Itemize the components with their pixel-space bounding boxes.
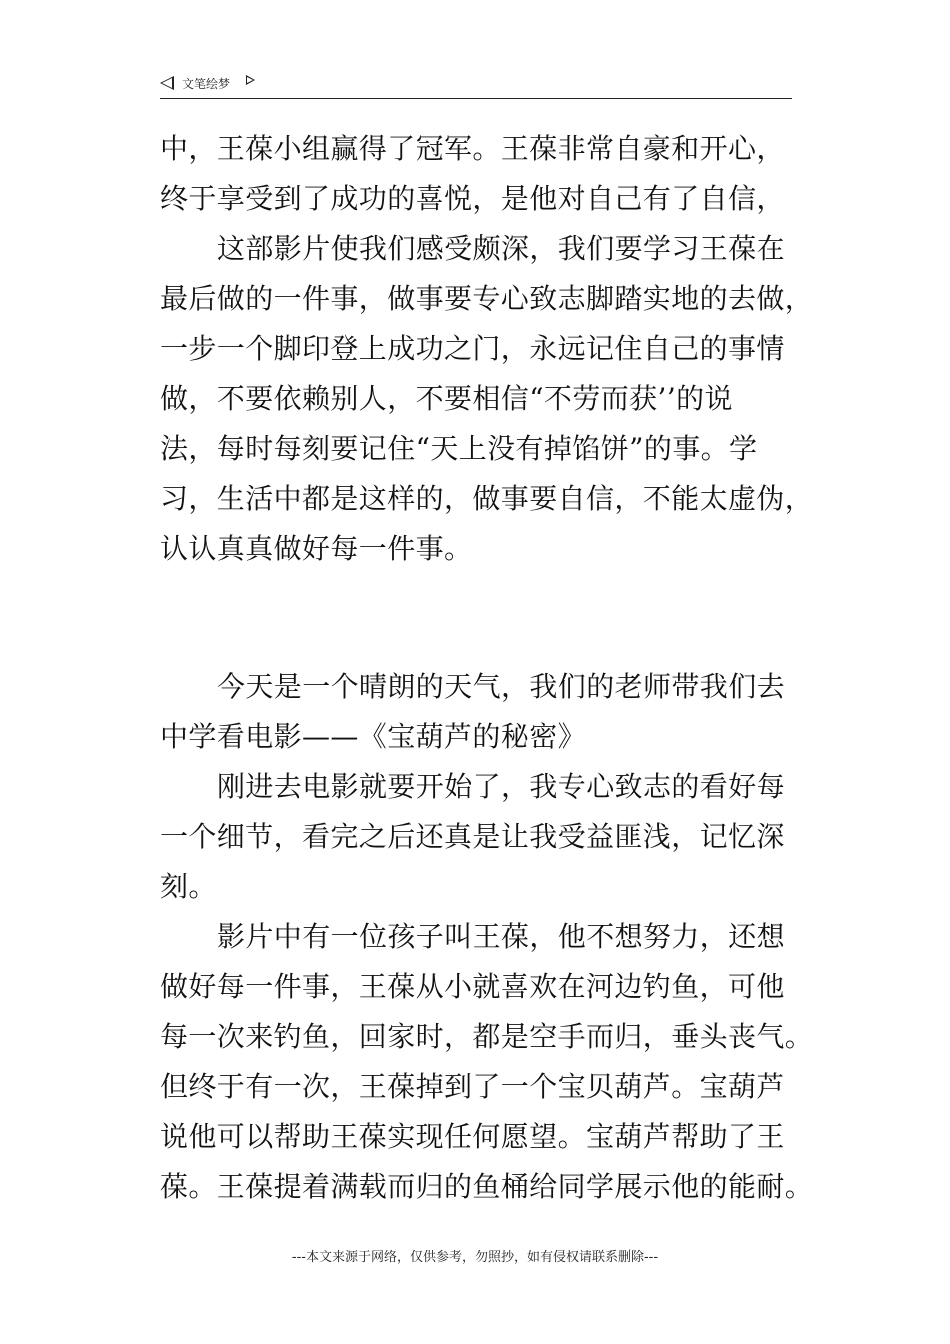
text-line: 今天是一个晴朗的天气，我们的老师带我们去 — [217, 670, 786, 703]
text-line: 做，不要依赖别人，不要相信“不劳而获’’的说 — [160, 382, 733, 415]
paragraph — [160, 912, 814, 1212]
right-triangle-icon — [246, 75, 255, 85]
section-gap — [160, 574, 796, 662]
text-line: 认认真真做好每一件事。 — [160, 532, 473, 565]
text-line: 影片中有一位孩子叫王葆，他不想努力，还想 — [217, 920, 786, 953]
text-line: 但终于有一次，王葆掉到了一个宝贝葫芦。宝葫芦 — [160, 1070, 785, 1103]
text-line: 葆。王葆提着满载而归的鱼桶给同学展示他的能耐。 — [160, 1170, 814, 1203]
text-line: 刚进去电影就要开始了，我专心致志的看好每 — [217, 770, 786, 803]
document-body — [160, 124, 814, 1212]
page-footer: ---本文来源于网络，仅供参考，勿照抄，如有侵权请联系删除--- — [291, 1250, 659, 1265]
text-line: 刻。 — [160, 870, 217, 903]
text-line: 中学看电影——《宝葫芦的秘密》 — [160, 720, 587, 753]
text-line: 终于享受到了成功的喜悦，是他对自己有了自信， — [160, 182, 785, 215]
text-line: 最后做的一件事，做事要专心致志脚踏实地的去做， — [160, 282, 814, 315]
text-line: 说他可以帮助王葆实现任何愿望。宝葫芦帮助了王 — [160, 1120, 785, 1153]
text-line: 习，生活中都是这样的，做事要自信，不能太虚伪， — [160, 482, 814, 515]
text-line: 一个细节，看完之后还真是让我受益匪浅，记忆深 — [160, 820, 785, 853]
paragraph — [160, 124, 796, 224]
text-line: 每一次来钓鱼，回家时，都是空手而归，垂头丧气。 — [160, 1020, 814, 1053]
text-line: 一步一个脚印登上成功之门，永远记住自己的事情 — [160, 332, 785, 365]
paragraph — [160, 224, 814, 574]
text-line: 做好每一件事，王葆从小就喜欢在河边钓鱼，可他 — [160, 970, 785, 1003]
page-header — [160, 72, 792, 99]
paragraph — [160, 662, 796, 762]
text-line: 这部影片使我们感受颇深，我们要学习王葆在 — [217, 232, 786, 265]
text-line: 中，王葆小组赢得了冠军。王葆非常自豪和开心， — [160, 132, 785, 165]
paragraph — [160, 762, 796, 912]
left-triangle-icon — [160, 76, 174, 90]
header-brand: 文笔绘梦 — [182, 77, 231, 91]
text-line: 法，每时每刻要记住“天上没有掉馅饼”的事。学 — [160, 432, 758, 465]
